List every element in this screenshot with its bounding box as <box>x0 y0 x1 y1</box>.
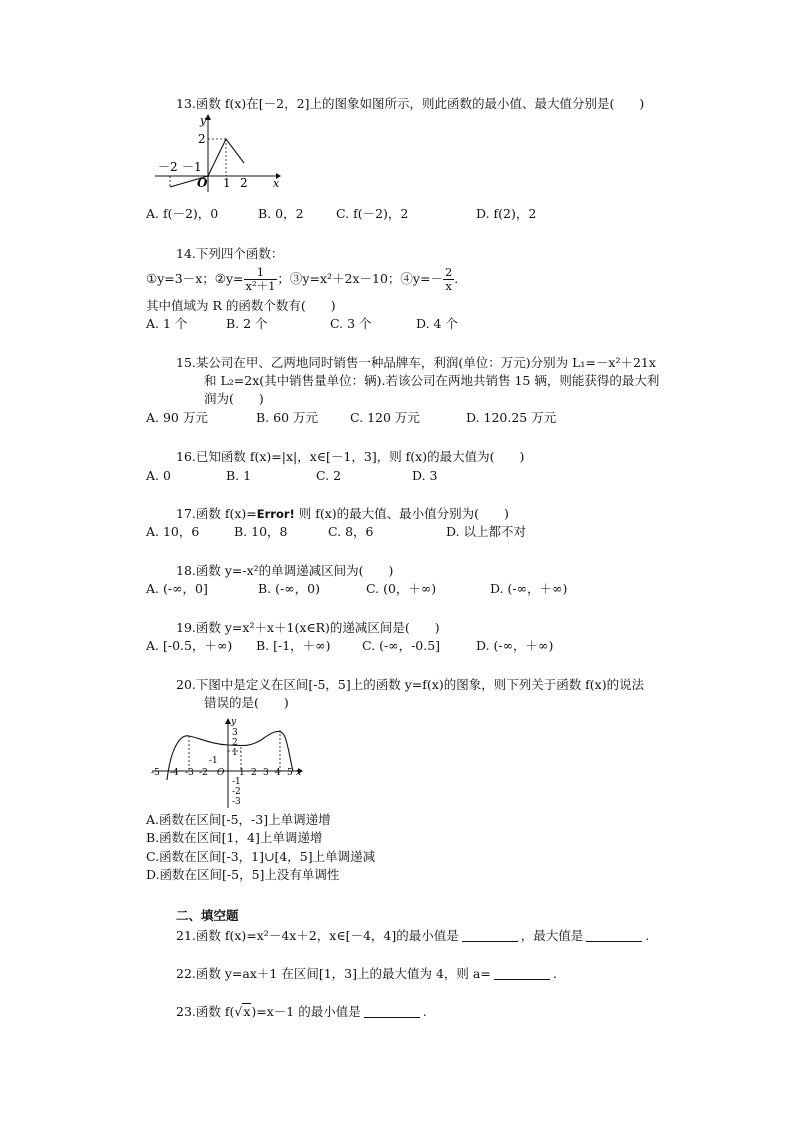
answer-blank[interactable] <box>364 1005 420 1018</box>
q23-sqrt-radicand: x <box>243 1004 251 1019</box>
q13-x-label: x <box>273 177 280 190</box>
answer-blank[interactable] <box>494 967 550 980</box>
fraction-denominator: x²＋1 <box>245 279 276 293</box>
q20-tick-label: -2 <box>232 787 241 797</box>
q21-stem <box>176 928 649 944</box>
q13-graph <box>150 112 285 197</box>
option-b: B. 1 <box>226 468 252 483</box>
q20-tick-label: -2 <box>199 768 208 778</box>
q14-fraction <box>244 266 278 293</box>
q20-tick-label: -1 <box>209 756 218 766</box>
option-a: A. 1 个 <box>146 316 188 331</box>
q20-tick-label: -4 <box>170 768 179 778</box>
answer-blank[interactable] <box>462 929 518 942</box>
q16-stem: 16.已知函数 f(x)=|x|，x∈[－1，3]，则 f(x)的最大值为( ) <box>176 449 525 464</box>
option-a: A. [-0.5，＋∞) <box>146 638 233 653</box>
q20-origin-label: O <box>217 768 225 778</box>
option-c: C. 8，6 <box>328 524 374 539</box>
q20-tick-label: -3 <box>185 768 194 778</box>
q13-y-label: y <box>200 114 207 127</box>
option-a: A. 90 万元 <box>146 410 208 425</box>
option-d: D. (-∞，＋∞) <box>490 581 568 596</box>
option-c: C. (-∞，-0.5] <box>362 638 441 653</box>
q20-tick-label: 1 <box>232 748 238 758</box>
q20-tick-label: 4 <box>275 768 281 778</box>
answer-blank[interactable] <box>586 929 642 942</box>
option-b: B. 60 万元 <box>256 410 319 425</box>
q20-graph <box>148 714 308 810</box>
q13-origin-label: O <box>197 176 208 190</box>
fraction-denominator: x <box>445 279 452 293</box>
q20-tick-label: 3 <box>232 728 238 738</box>
q22-stem-pre: 22.函数 y=ax＋1 在区间[1，3]上的最大值为 4，则 a= <box>176 966 491 981</box>
q20-option-d: D.函数在区间[-5，5]上没有单调性 <box>146 867 340 882</box>
option-d: D. (-∞，＋∞) <box>476 638 554 653</box>
option-c: C. 120 万元 <box>350 410 420 425</box>
q19-stem: 19.函数 y=x²＋x＋1(x∈R)的递减区间是( ) <box>176 620 440 635</box>
option-d: D. 4 个 <box>416 316 458 331</box>
q17-stem-post: 则 f(x)的最大值、最小值分别为( ) <box>294 506 509 521</box>
q17-error-text: Error! <box>256 507 295 521</box>
q17-stem <box>176 506 509 522</box>
q22-stem-end: . <box>552 966 557 981</box>
fraction-numerator: 2 <box>444 265 453 279</box>
option-d: D. 3 <box>412 468 438 483</box>
option-d: D. 以上都不对 <box>446 524 527 539</box>
q13-tick-label: －1 <box>182 160 202 174</box>
q20-tick-label: -3 <box>232 797 241 807</box>
q20-tick-label: 5 <box>287 768 293 778</box>
q17-stem-pre: 17.函数 f(x)= <box>176 506 257 521</box>
option-a: A. 10，6 <box>146 524 200 539</box>
q13-tick-label: －2 <box>158 160 178 174</box>
option-a: A. 0 <box>146 468 171 483</box>
q14-stem: 其中值域为 R 的函数个数有( ) <box>146 298 336 313</box>
sqrt-icon: √ <box>234 1004 243 1019</box>
q20-tick-label: 3 <box>263 768 269 778</box>
q15-stem-line2: 和 L₂=2x(其中销售量单位：辆).若该公司在两地共销售 15 辆，则能获得的最大利 <box>204 373 660 388</box>
option-d: D. 120.25 万元 <box>466 410 557 425</box>
option-d: D. f(2)，2 <box>476 206 537 221</box>
q21-stem-mid: ，最大值是 <box>520 928 584 943</box>
q13-tick-label: 2 <box>240 176 248 190</box>
q20-stem-line1: 20.下图中是定义在区间[-5，5]上的函数 y=f(x)的图象，则下列关于函数 f(x)的说法 <box>176 677 645 692</box>
section-heading-fill-blank: 二、填空题 <box>176 908 239 923</box>
q20-option-c: C.函数在区间[-3，1]∪[4，5]上单调递减 <box>146 849 376 864</box>
q15-stem-line1: 15.某公司在甲、乙两地同时销售一种品牌车，利润(单位：万元)分别为 L₁=－x²＋21x <box>176 355 656 370</box>
option-b: B. 2 个 <box>226 316 268 331</box>
q23-stem-post: )=x－1 的最小值是 <box>251 1004 361 1019</box>
q21-stem-pre: 21.函数 f(x)=x²－4x＋2，x∈[－4，4]的最小值是 <box>176 928 459 943</box>
q20-tick-label: 2 <box>232 738 238 748</box>
q14-functions <box>146 264 458 294</box>
q13-stem: 13.函数 f(x)在[－2，2]上的图象如图所示，则此函数的最小值、最大值分别是( ) <box>176 96 645 111</box>
q21-stem-end: . <box>645 928 650 943</box>
option-c: C. 2 <box>316 468 342 483</box>
q13-tick-label: 1 <box>223 176 231 190</box>
q14-f3: ；③y=x²＋2x－10；④y=－ <box>277 271 443 286</box>
option-b: B. 0，2 <box>258 206 304 221</box>
option-b: B. [-1，＋∞) <box>256 638 331 653</box>
q14-intro: 14.下列四个函数： <box>176 246 284 261</box>
option-c: C. (0，＋∞) <box>366 581 437 596</box>
q20-tick-label: 2 <box>251 768 257 778</box>
option-b: B. (-∞，0) <box>258 581 320 596</box>
q15-stem-line3: 润为( ) <box>204 391 264 406</box>
option-a: A. f(－2)，0 <box>146 206 219 221</box>
q20-tick-label: -5 <box>151 768 160 778</box>
option-b: B. 10，8 <box>234 524 288 539</box>
q18-stem: 18.函数 y=-x²的单调递减区间为( ) <box>176 563 394 578</box>
q20-x-label: x <box>296 768 302 778</box>
fraction-numerator: 1 <box>244 266 278 280</box>
q23-stem-pre: 23.函数 f( <box>176 1004 235 1019</box>
q22-stem <box>176 966 557 982</box>
q20-option-a: A.函数在区间[-5，-3]上单调递增 <box>146 812 331 827</box>
q20-stem-line2: 错误的是( ) <box>204 695 289 710</box>
q20-tick-label: 1 <box>239 768 245 778</box>
option-a: A. (-∞，0] <box>146 581 208 596</box>
option-c: C. 3 个 <box>330 316 372 331</box>
q20-y-label: y <box>231 717 237 727</box>
q14-f4-end: . <box>454 271 459 286</box>
q14-fraction <box>443 266 454 293</box>
q23-stem-end: . <box>422 1004 427 1019</box>
q20-tick-label: -1 <box>232 777 241 787</box>
q20-option-b: B.函数在区间[1，4]上单调递增 <box>146 830 323 845</box>
option-c: C. f(－2)，2 <box>336 206 409 221</box>
q23-stem <box>176 1004 427 1020</box>
q13-tick-label: 2 <box>198 132 206 146</box>
q14-f1: ①y=3－x；②y= <box>146 271 244 286</box>
